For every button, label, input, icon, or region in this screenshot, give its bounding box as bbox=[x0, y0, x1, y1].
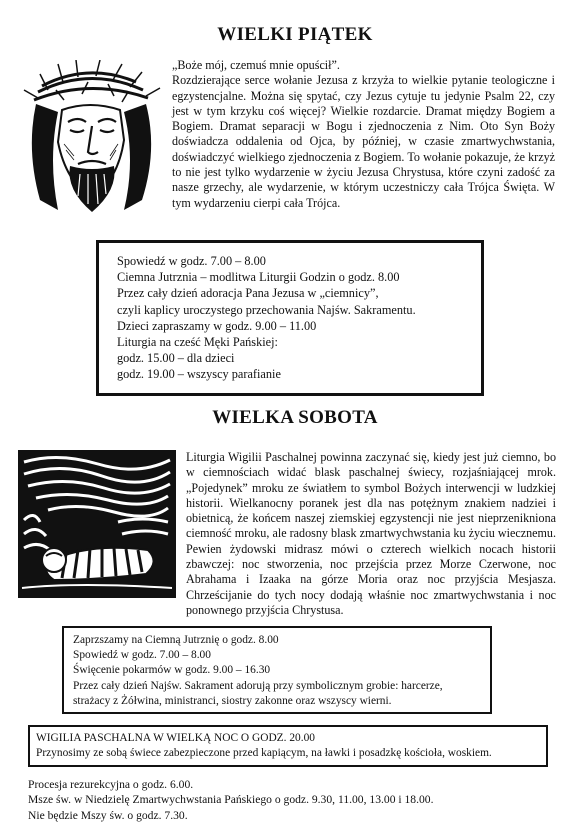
easter-vigil-box bbox=[28, 725, 548, 767]
friday-schedule-line: godz. 15.00 – dla dzieci bbox=[117, 351, 235, 366]
friday-paragraph: Rozdzierające serce wołanie Jezusa z krzyża to wielkie pytanie teologiczne i egzystencjalne. Można się spytać, czy Jezus cytuje tu jedynie Psalm 22, czy jest w tym krzyku coś więcej? Wielkie rozdarcie. Dramat między Bogiem a Bogiem. Dramat separacji w Bogu i zjednoczenia z Nim. Oto Syn Boży doświadcza oddalenia od Ojca, by później, w czasie zmartwychwstania, doświadczyć wielkiego zjednoczenia z Bogiem. To wołanie pokazuje, że krzyż to nie jest tylko wydarzenie w życiu Jezusa Chrystusa, które czyni zadość za nasze grzechy, ale wydarzenie, w którym uczestniczy cała Trójca Święta. W tym wydarzeniu cierpi cała Trójca. bbox=[172, 73, 555, 210]
easter-vigil-title: WIGILIA PASCHALNA W WIELKĄ NOC O GODZ. 20.00 bbox=[36, 732, 315, 744]
saturday-schedule-line: strażacy z Żółwina, ministranci, siostry zakonne oraz wszyscy wierni. bbox=[73, 694, 392, 707]
friday-schedule-line: Spowiedź w godz. 7.00 – 8.00 bbox=[117, 254, 266, 268]
friday-schedule-line: Liturgia na cześć Męki Pańskiej: bbox=[117, 335, 278, 350]
saturday-schedule-line: Zaprzszamy na Ciemną Jutrznię o godz. 8.00 bbox=[73, 634, 279, 646]
friday-schedule-line: Ciemna Jutrznia – modlitwa Liturgii Godzin o godz. 8.00 bbox=[117, 270, 400, 285]
friday-title: WIELKI PIĄTEK bbox=[217, 24, 373, 45]
sunday-line: Nie będzie Mszy św. o godz. 7.30. bbox=[28, 808, 188, 822]
sunday-info bbox=[28, 777, 434, 823]
friday-quote: „Boże mój, czemuś mnie opuścił”. bbox=[172, 58, 340, 72]
easter-vigil-note: Przynosimy ze sobą świece zabezpieczone przed kapiącym, na ławki i posadzkę kościoła, woskiem. bbox=[36, 747, 492, 760]
friday-text bbox=[172, 58, 555, 211]
entombment-illustration bbox=[18, 450, 176, 598]
saturday-title: WIELKA SOBOTA bbox=[212, 407, 378, 428]
friday-schedule-line: czyli kaplicy uroczystego przechowania Najśw. Sakramentu. bbox=[117, 302, 416, 317]
sunday-line: Msze św. w Niedzielę Zmartwychwstania Pańskiego o godz. 9.30, 11.00, 13.00 i 18.00. bbox=[28, 793, 434, 807]
friday-schedule-line: godz. 19.00 – wszyscy parafianie bbox=[117, 367, 281, 382]
saturday-text bbox=[186, 450, 556, 618]
sunday-line: Procesja rezurekcyjna o godz. 6.00. bbox=[28, 778, 194, 791]
saturday-schedule-line: Święcenie pokarmów w godz. 9.00 – 16.30 bbox=[73, 664, 271, 677]
saturday-schedule-box bbox=[62, 626, 492, 714]
saturday-paragraph: Liturgia Wigilii Paschalnej powinna zaczynać się, kiedy jest już ciemno, bo w ciemnościach widać blask paschalnej świecy, rozjaśniającej mrok. „Pojedynek” mroku ze światłem to symbol Bożych interwencji w ludzkiej historii. Wielkanocny poranek jest dla nas potężnym znakiem nadziei i obietnicą, że końcem naszej ziemskiej egzystencji nie jest nieprzenikniona ciemność mroku, ale radosny blask zmartwychwstania ku życiu wiecznemu. Pewien żydowski midrasz mówi o czterech wielkich nocach historii zbawczej: noc stworzenia, noc przejścia przez Morze Czerwone, noc Abrahama i Izaaka na górze Moria oraz noc przyjścia Mesjasza. Chrześcijanie do tych nocy dodają właśnie noc zmartwychwstania i noc ponownego przyjścia Chrystusa. bbox=[186, 450, 556, 617]
friday-schedule-box bbox=[96, 240, 484, 396]
friday-schedule-line: Przez cały dzień adoracja Pana Jezusa w „ciemnicy”, bbox=[117, 286, 379, 301]
saturday-schedule-line: Przez cały dzień Najśw. Sakrament adorują przy symbolicznym grobie: harcerze, bbox=[73, 679, 443, 692]
saturday-schedule-line: Spowiedź w godz. 7.00 – 8.00 bbox=[73, 649, 211, 662]
christ-crown-of-thorns-illustration bbox=[18, 60, 163, 220]
friday-schedule-line: Dzieci zapraszamy w godz. 9.00 – 11.00 bbox=[117, 318, 317, 333]
